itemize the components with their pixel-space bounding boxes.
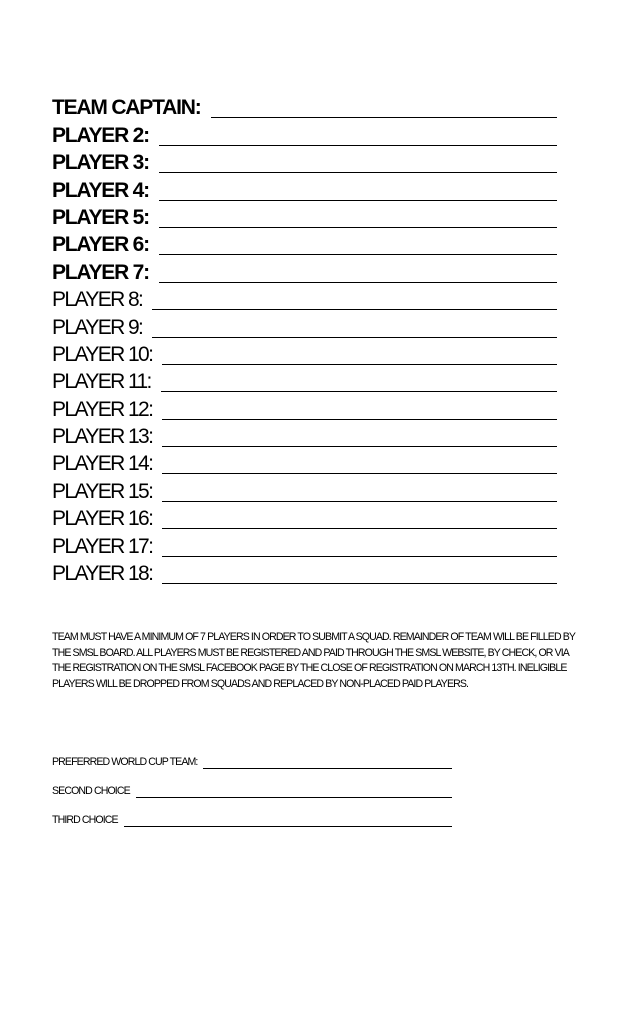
roster-name-field[interactable]: [162, 419, 557, 420]
preferred-team-row: [52, 742, 452, 771]
roster-row: [52, 94, 557, 121]
roster-label: PLAYER 3:: [52, 151, 149, 175]
roster-row: [52, 121, 557, 148]
roster-row: [52, 450, 557, 477]
roster-label: PLAYER 10:: [52, 342, 153, 366]
roster-label: PLAYER 9:: [52, 315, 143, 339]
roster-name-field[interactable]: [159, 172, 557, 173]
roster-row: [52, 560, 557, 587]
roster-label: TEAM CAPTAIN:: [52, 96, 201, 120]
roster-row: [52, 258, 557, 285]
roster-row: [52, 176, 557, 203]
roster-name-field[interactable]: [162, 583, 557, 584]
roster-list: [52, 94, 557, 587]
roster-label: PLAYER 17:: [52, 534, 153, 558]
roster-label: PLAYER 8:: [52, 288, 143, 312]
roster-name-field[interactable]: [162, 501, 557, 502]
roster-label: PLAYER 15:: [52, 479, 153, 503]
roster-label: PLAYER 4:: [52, 178, 149, 202]
roster-name-field[interactable]: [162, 556, 557, 557]
roster-row: [52, 286, 557, 313]
roster-label: PLAYER 12:: [52, 397, 153, 421]
second-choice-field[interactable]: [136, 797, 452, 798]
roster-name-field[interactable]: [152, 309, 557, 310]
roster-name-field[interactable]: [162, 364, 557, 365]
third-choice-label: THIRD CHOICE: [52, 814, 118, 827]
roster-label: PLAYER 7:: [52, 260, 149, 284]
roster-row: [52, 231, 557, 258]
roster-label: PLAYER 2:: [52, 123, 149, 147]
roster-label: PLAYER 11:: [52, 370, 151, 394]
second-choice-label: SECOND CHOICE: [52, 785, 130, 798]
roster-name-field[interactable]: [159, 282, 557, 283]
roster-row: [52, 532, 557, 559]
roster-row: [52, 395, 557, 422]
roster-name-field[interactable]: [162, 473, 557, 474]
roster-label: PLAYER 18:: [52, 562, 153, 586]
roster-row: [52, 368, 557, 395]
world-cup-preferences: [52, 742, 452, 829]
roster-label: PLAYER 16:: [52, 507, 153, 531]
roster-name-field[interactable]: [162, 528, 557, 529]
third-choice-field[interactable]: [124, 826, 452, 827]
roster-name-field[interactable]: [159, 200, 557, 201]
roster-name-field[interactable]: [161, 391, 557, 392]
roster-name-field[interactable]: [159, 254, 557, 255]
roster-name-field[interactable]: [159, 227, 557, 228]
roster-row: [52, 341, 557, 368]
roster-row: [52, 149, 557, 176]
roster-label: PLAYER 6:: [52, 233, 149, 257]
roster-label: PLAYER 13:: [52, 425, 153, 449]
roster-label: PLAYER 14:: [52, 452, 153, 476]
roster-label: PLAYER 5:: [52, 205, 149, 229]
roster-row: [52, 423, 557, 450]
roster-name-field[interactable]: [211, 117, 558, 118]
roster-name-field[interactable]: [162, 446, 557, 447]
roster-name-field[interactable]: [159, 145, 557, 146]
roster-name-field[interactable]: [152, 337, 557, 338]
roster-row: [52, 505, 557, 532]
roster-row: [52, 204, 557, 231]
preferred-team-field[interactable]: [203, 768, 452, 769]
registration-notice: TEAM MUST HAVE A MINIMUM OF 7 PLAYERS IN ORDER TO SUBMIT A SQUAD. REMAINDER OF TEAM WILL BE FILLED BY THE SMSL BOARD. ALL PLAYERS MUST BE REGISTERED AND PAID THROUGH THE SMSL WEBSITE, BY CHECK, OR VIA THE REGISTRATION ON THE SMSL FACEBOOK PAGE BY THE CLOSE OF REGISTRATION ON MARCH 13TH. INELIGIBLE PLAYERS WILL BE DROPPED FROM SQUADS AND REPLACED BY NON-PLACED PAID PLAYERS.: [52, 631, 575, 690]
second-choice-row: [52, 771, 452, 800]
preferred-team-label: PREFERRED WORLD CUP TEAM:: [52, 756, 198, 769]
third-choice-row: [52, 800, 452, 829]
roster-row: [52, 477, 557, 504]
roster-row: [52, 313, 557, 340]
